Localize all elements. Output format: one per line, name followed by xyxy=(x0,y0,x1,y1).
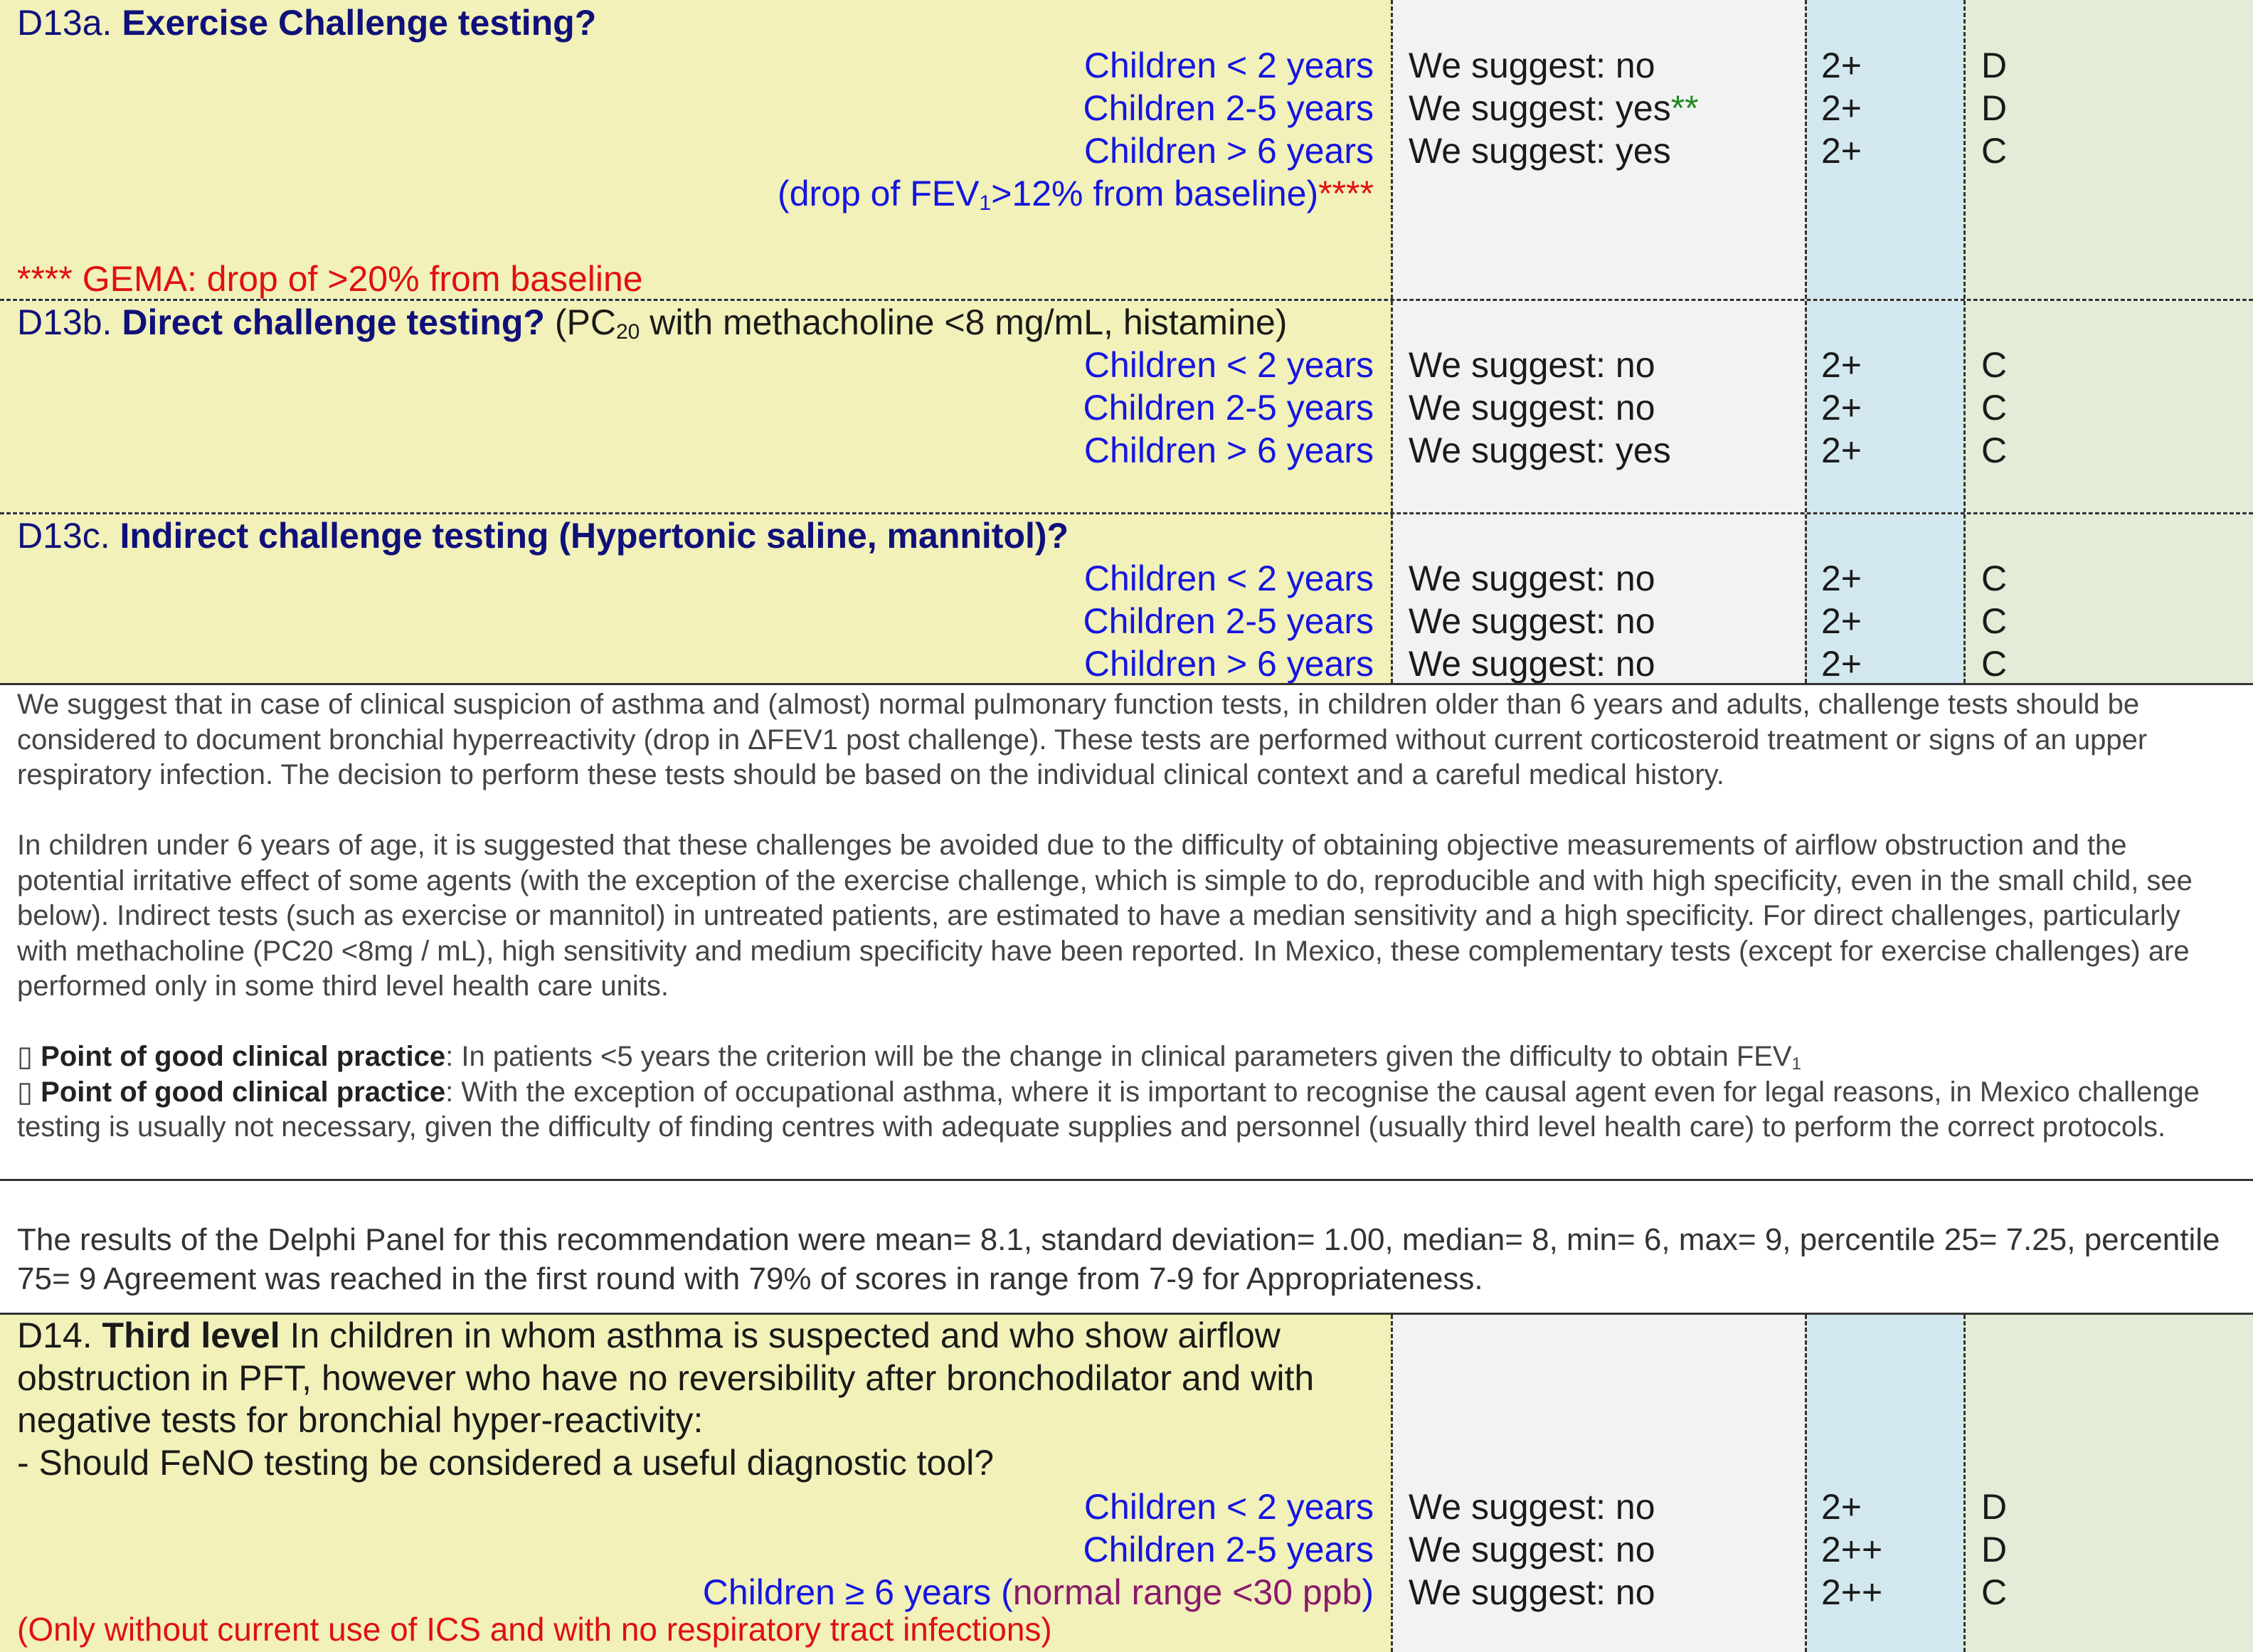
d13c-suggest-2-5: We suggest: no xyxy=(1409,601,1655,641)
d13a-age-2-5: Children 2-5 years xyxy=(1083,88,1374,128)
d14-age-6-plus: Children ≥ 6 years (normal range <30 ppb) xyxy=(702,1572,1374,1612)
d14-grade-cell xyxy=(1963,1315,2253,1652)
d13a-suggestion-cell xyxy=(1391,0,1805,299)
d14-level-6-plus: 2++ xyxy=(1821,1572,1883,1612)
d14-suggestion-cell xyxy=(1391,1315,1805,1652)
d13a-question-cell xyxy=(0,0,1391,299)
d13c-suggest-under-2: We suggest: no xyxy=(1409,558,1655,598)
commentary xyxy=(17,687,2230,1145)
d13b-level-under-2: 2+ xyxy=(1821,345,1862,385)
d13c-level-cell xyxy=(1805,514,1963,683)
d13a-criterion: (drop of $FEV_1>12\%$ from baseline)**** xyxy=(778,174,1374,215)
divider xyxy=(0,1179,2253,1181)
d13c-age-over-6: Children > 6 years xyxy=(1083,644,1374,684)
d14-question: D14. Third level In children in whom asthma is suspected and who show airflow obstruction in PFT, however who have no reversibility after bronchodilator and with negative tests for bronchial hyper-reactivity: - Should FeNO testing be considered a useful diagnostic tool? xyxy=(17,1315,1376,1484)
d14-level-cell xyxy=(1805,1315,1963,1652)
d14-sub-question: - Should FeNO testing be considered a useful diagnostic tool? xyxy=(17,1442,995,1483)
d13b-title: Direct challenge testing? xyxy=(122,302,545,342)
commentary-paragraph-2: In children under 6 years of age, it is suggested that these challenges be avoided due to the difficulty of obtaining objective measurements of airflow obstruction and the potential irritative effect of some agents (with the exception of the exercise challenge, which is simple to do, reproducible and with high specificity, even in the small child, see below). Indirect tests (such as exercise or mannitol) in untreated patients, are estimated to have a median sensitivity and a high specificity. For direct challenges, particularly with methacholine (PC20 <8mg / mL), high sensitivity and medium specificity have been reported. In Mexico, these complementary tests (except for exercise challenges) are performed only in some third level health care units. xyxy=(17,830,2193,1002)
d13b-age-over-6: Children > 6 years xyxy=(1083,430,1374,470)
d14-footnote: (Only without current use of ICS and with no respiratory tract infections) xyxy=(17,1611,1052,1648)
d13c-heading: D13c. Indirect challenge testing (Hypertonic saline, mannitol)? xyxy=(17,516,1069,556)
d13b-suggest-under-2: We suggest: no xyxy=(1409,345,1655,385)
d14-grade-6-plus: C xyxy=(1981,1572,2008,1612)
delphi-results: The results of the Delphi Panel for this recommendation were mean= 8.1, standard deviation= 1.00, median= 8, min= 6, max= 9, percentile 25= 7.25, percentile 75= 9 Agreement was reached in the first round with 79% of scores in range from 7-9 for Appropriateness. xyxy=(17,1222,2220,1296)
d13c-section xyxy=(0,514,2253,683)
d14-grade-under-2: D xyxy=(1981,1487,2008,1527)
d13b-grade-over-6: C xyxy=(1981,430,2008,470)
d13c-suggest-over-6: We suggest: no xyxy=(1409,644,1655,684)
d13a-gema-footnote: **** GEMA: drop of >20% from baseline xyxy=(17,259,643,299)
d14-age-under-2: Children < 2 years xyxy=(1083,1487,1374,1527)
bullet-icon: ▯ xyxy=(17,1076,33,1108)
d13c-grade-over-6: C xyxy=(1981,644,2008,684)
d13a-heading: D13a. Exercise Challenge testing? xyxy=(17,3,597,43)
d13a-level-over-6: 2+ xyxy=(1821,131,1862,171)
d13a-grade-2-5: D xyxy=(1981,88,2008,128)
commentary-paragraph-1: We suggest that in case of clinical suspicion of asthma and (almost) normal pulmonary function tests, in children older than 6 years and adults, challenge tests should be considered to document bronchial hyperreactivity (drop in ΔFEV1 post challenge). These tests are performed without current corticosteroid treatment or signs of an upper respiratory infection. The decision to perform these tests should be based on the individual clinical context and a careful medical history. xyxy=(17,689,2148,790)
d13b-question-cell xyxy=(0,301,1391,512)
d13a-level-2-5: 2+ xyxy=(1821,88,1862,128)
d13c-grade-cell xyxy=(1963,514,2253,683)
d14-suggest-2-5: We suggest: no xyxy=(1409,1530,1655,1569)
d13c-grade-2-5: C xyxy=(1981,601,2008,641)
d14-title: Third level xyxy=(102,1315,280,1355)
d13c-title: Indirect challenge testing (Hypertonic saline, mannitol)? xyxy=(120,516,1069,556)
good-practice-point-1: ▯ Point of good clinical practice: In patients <5 years the criterion will be the change in clinical parameters given the difficulty to obtain $FEV_1$ xyxy=(17,1041,1801,1074)
d13b-grade-cell xyxy=(1963,301,2253,512)
d13a-level-under-2: 2+ xyxy=(1821,46,1862,85)
d13c-age-2-5: Children 2-5 years xyxy=(1083,601,1374,641)
d13a-age-over-6: Children > 6 years xyxy=(1083,131,1374,171)
d14-suggest-under-2: We suggest: no xyxy=(1409,1487,1655,1527)
d13a-grade-cell xyxy=(1963,0,2253,299)
d14-age-2-5: Children 2-5 years xyxy=(1083,1530,1374,1569)
d13c-level-under-2: 2+ xyxy=(1821,558,1862,598)
d14-level-2-5: 2++ xyxy=(1821,1530,1883,1569)
bullet-icon: ▯ xyxy=(17,1041,33,1072)
d13c-grade-under-2: C xyxy=(1981,558,2008,598)
d13a-grade-under-2: D xyxy=(1981,46,2008,85)
d14-suggest-6-plus: We suggest: no xyxy=(1409,1572,1655,1612)
d13a-title: Exercise Challenge testing? xyxy=(122,3,597,43)
d13a-grade-over-6: C xyxy=(1981,131,2008,171)
good-practice-point-2: ▯ Point of good clinical practice: With the exception of occupational asthma, where it is important to recognise the causal agent even for legal reasons, in Mexico challenge testing is usually not necessary, given the difficulty of finding centres with adequate supplies and personnel (usually third level health care) to perform the correct protocols. xyxy=(17,1076,2200,1143)
d13c-level-2-5: 2+ xyxy=(1821,601,1862,641)
d14-section xyxy=(0,1315,2253,1652)
d13b-grade-under-2: C xyxy=(1981,345,2008,385)
d13b-age-2-5: Children 2-5 years xyxy=(1083,388,1374,428)
d13b-suggest-over-6: We suggest: yes xyxy=(1409,430,1671,470)
d13b-level-cell xyxy=(1805,301,1963,512)
d13c-level-over-6: 2+ xyxy=(1821,644,1862,684)
d13b-heading: D13b. Direct challenge testing? ($PC_{20}$ with methacholine <8 mg/mL, histamine) xyxy=(17,302,1288,344)
d13b-grade-2-5: C xyxy=(1981,388,2008,428)
d13a-suggest-2-5: We suggest: yes** xyxy=(1409,88,1699,128)
divider xyxy=(0,683,2253,685)
d13a-suggest-under-2: We suggest: no xyxy=(1409,46,1655,85)
d13c-question-cell xyxy=(0,514,1391,683)
d13c-suggestion-cell xyxy=(1391,514,1805,683)
d13b-section xyxy=(0,301,2253,512)
d13b-level-2-5: 2+ xyxy=(1821,388,1862,428)
d14-question-cell xyxy=(0,1315,1391,1652)
d13b-suggestion-cell xyxy=(1391,301,1805,512)
d13a-suggest-over-6: We suggest: yes xyxy=(1409,131,1671,171)
d13a-age-under-2: Children < 2 years xyxy=(1083,46,1374,85)
d13b-detail: ($PC_{20}$ with methacholine <8 mg/mL, histamine) xyxy=(554,302,1288,344)
d13a-section xyxy=(0,0,2253,299)
d13c-age-under-2: Children < 2 years xyxy=(1083,558,1374,598)
d13b-age-under-2: Children < 2 years xyxy=(1083,345,1374,385)
d14-grade-2-5: D xyxy=(1981,1530,2008,1569)
d13b-level-over-6: 2+ xyxy=(1821,430,1862,470)
d13a-level-cell xyxy=(1805,0,1963,299)
d14-level-under-2: 2+ xyxy=(1821,1487,1862,1527)
d13b-suggest-2-5: We suggest: no xyxy=(1409,388,1655,428)
